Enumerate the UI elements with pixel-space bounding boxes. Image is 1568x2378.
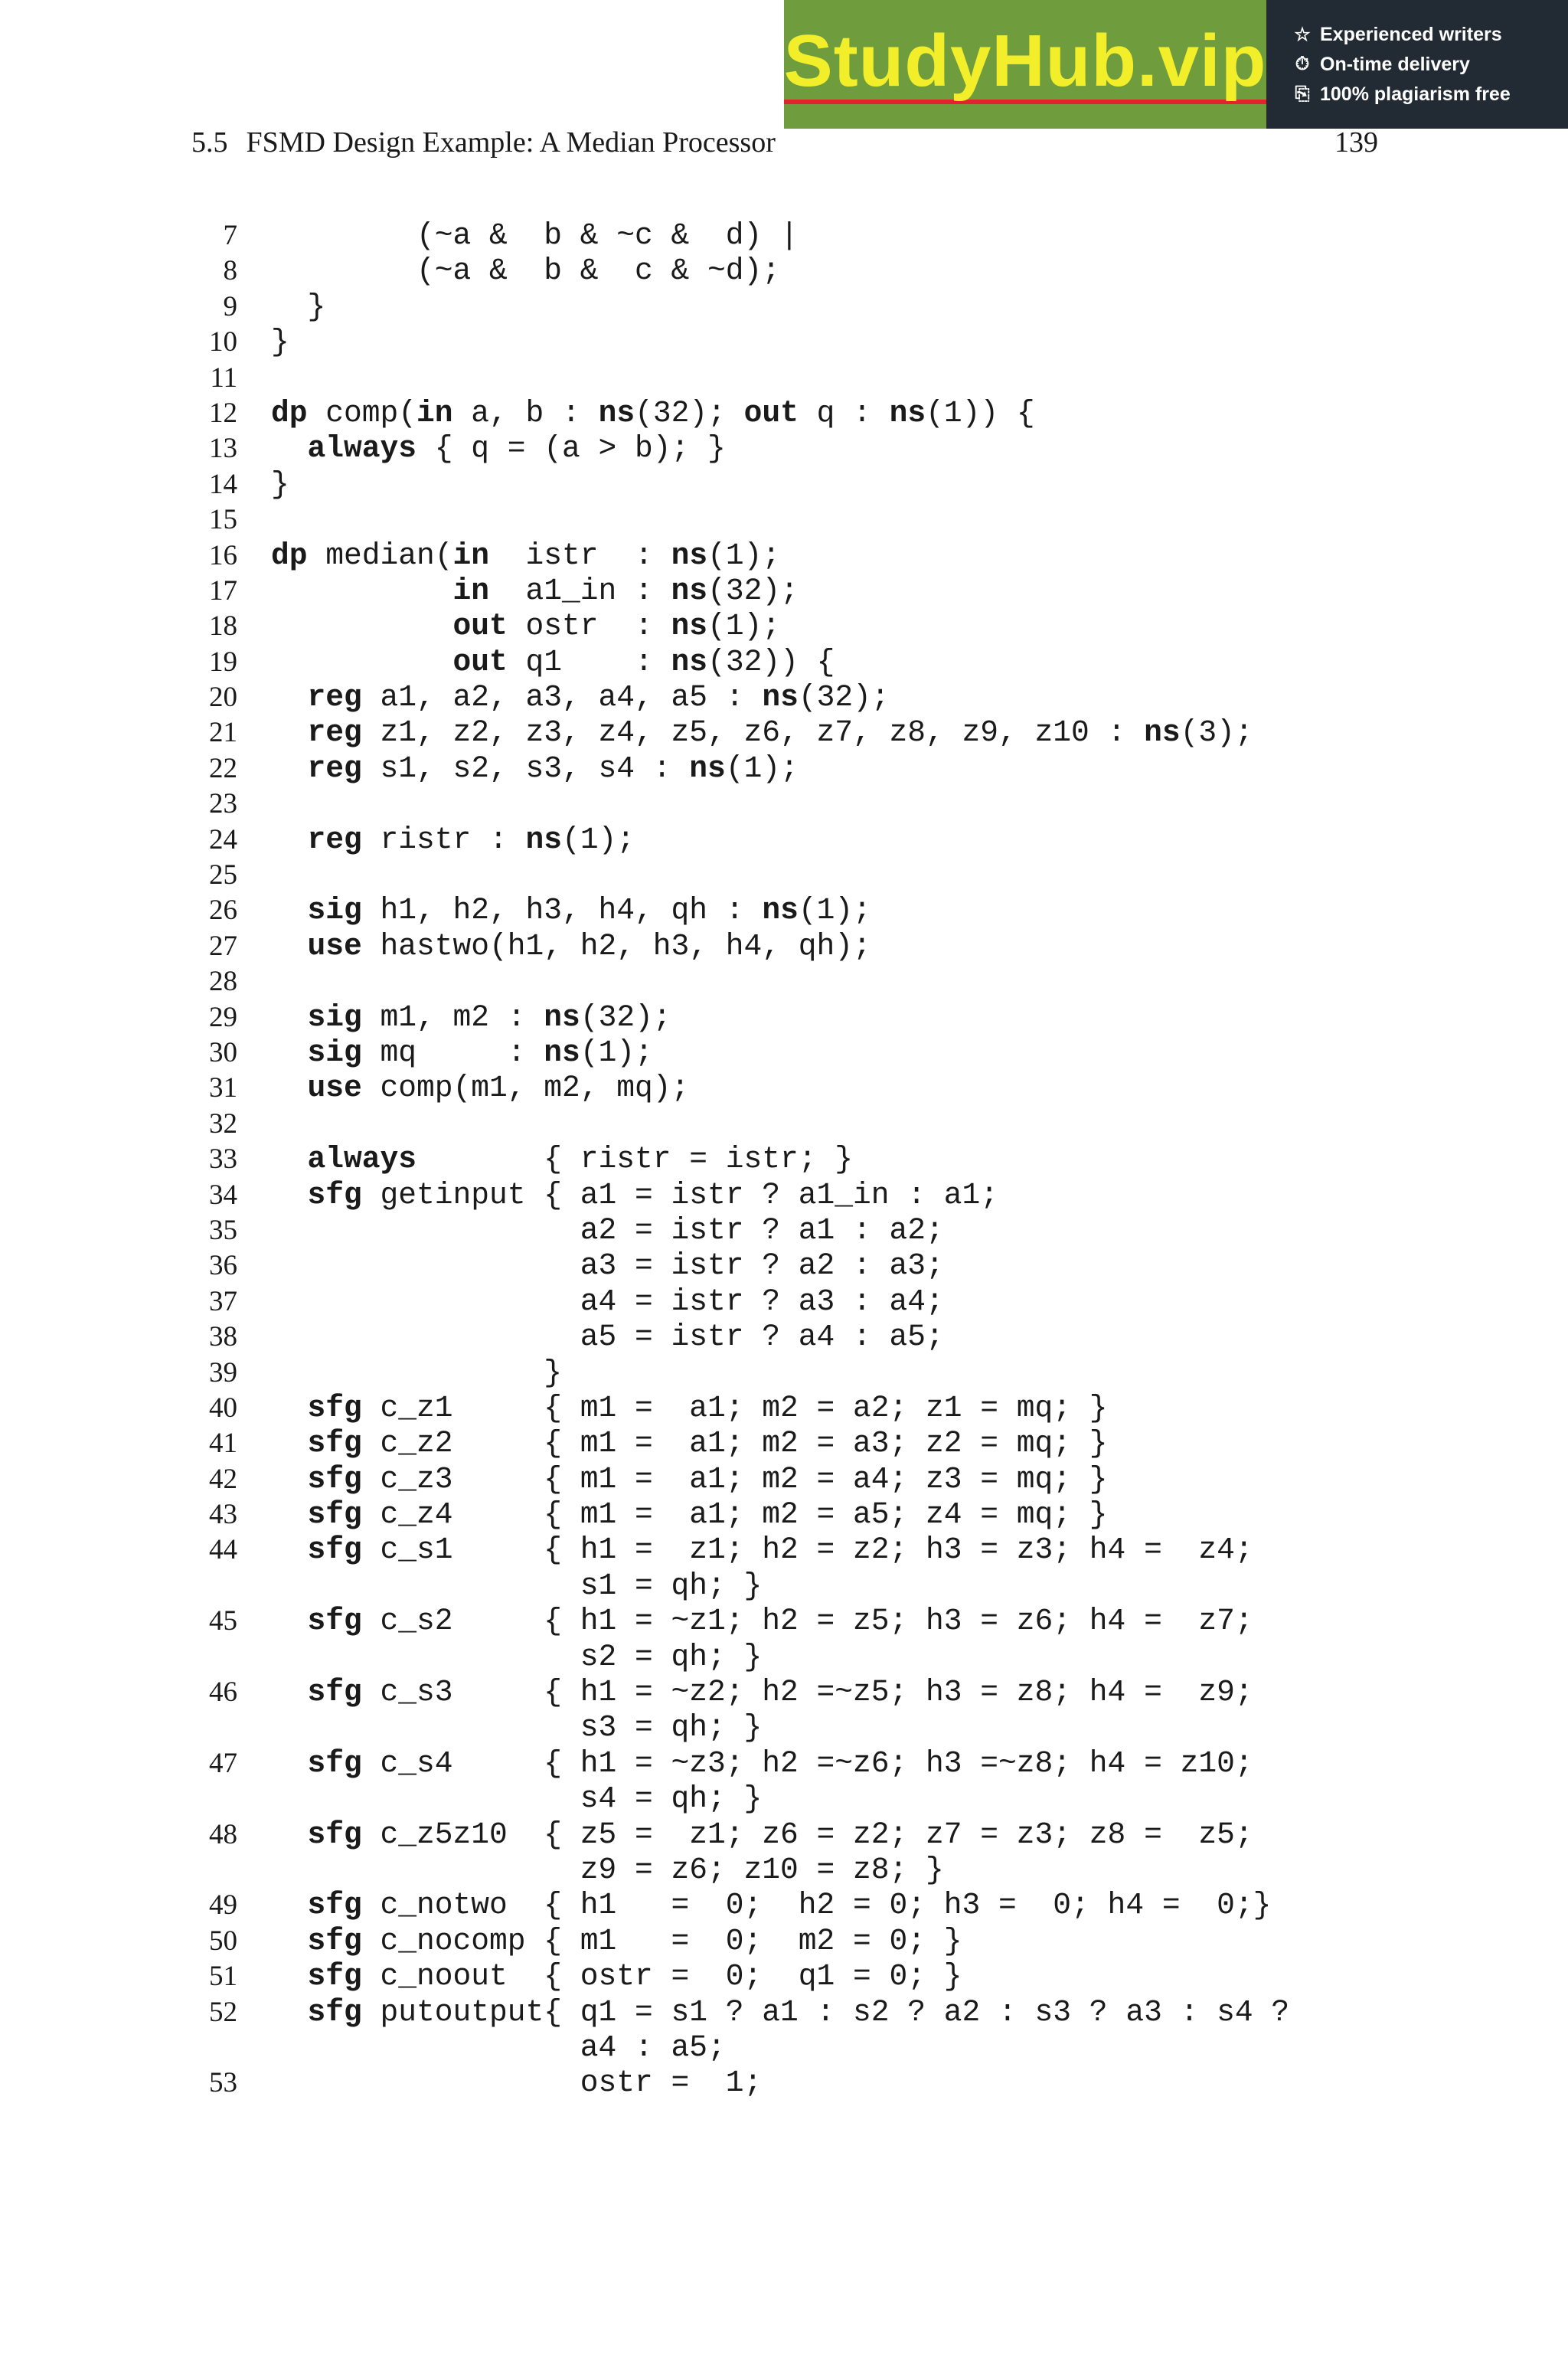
code-text: } — [271, 325, 289, 360]
section-title: FSMD Design Example: A Median Processor — [246, 126, 776, 159]
section-heading — [191, 126, 776, 159]
running-header — [191, 126, 1378, 159]
line-number: 15 — [209, 504, 237, 536]
code-text: sfg c_s2 { h1 = ~z1; h2 = z5; h3 = z6; h4 = z7; — [307, 1604, 1253, 1639]
line-number: 7 — [223, 220, 237, 251]
star-outline-icon: ☆ — [1294, 24, 1311, 45]
line-number: 24 — [209, 823, 237, 855]
line-number: 12 — [209, 397, 237, 429]
code-text: } — [271, 289, 326, 324]
line-number: 14 — [209, 468, 237, 500]
banner-feature — [1292, 24, 1568, 46]
line-number: 33 — [209, 1143, 237, 1176]
line-number: 44 — [209, 1534, 237, 1566]
code-text: reg a1, a2, a3, a4, a5 : ns(32); — [307, 680, 890, 715]
line-number: 8 — [223, 255, 237, 287]
code-text: a4 : a5; — [271, 2030, 726, 2065]
code-text: reg s1, s2, s3, s4 : ns(1); — [307, 751, 799, 786]
code-text: use comp(m1, m2, mq); — [307, 1071, 690, 1106]
code-text: s2 = qh; } — [271, 1639, 763, 1674]
line-number: 31 — [209, 1072, 237, 1104]
code-text: s1 = qh; } — [271, 1568, 763, 1603]
line-number: 30 — [209, 1036, 237, 1068]
code-text: reg ristr : ns(1); — [307, 822, 635, 857]
code-text: sfg putoutput{ q1 = s1 ? a1 : s2 ? a2 : s3 ? a3 : s4 ? — [307, 1994, 1290, 2030]
line-number: 50 — [209, 1925, 237, 1957]
studyhub-logo[interactable]: StudyHub.vip — [784, 25, 1267, 104]
code-text: sfg c_z4 { m1 = a1; m2 = a5; z4 = mq; } — [307, 1497, 1108, 1532]
line-number: 37 — [209, 1285, 237, 1317]
code-text: sfg c_z2 { m1 = a1; m2 = a3; z2 = mq; } — [307, 1426, 1108, 1461]
line-number: 20 — [209, 682, 237, 714]
banner-feature-text: On-time delivery — [1320, 53, 1470, 75]
code-text: a5 = istr ? a4 : a5; — [271, 1320, 944, 1355]
line-number: 23 — [209, 788, 237, 820]
code-text: (~a & b & ~c & d) | — [271, 218, 799, 253]
line-number: 16 — [209, 539, 237, 571]
code-text: sfg c_notwo { h1 = 0; h2 = 0; h3 = 0; h4 = 0;} — [307, 1888, 1272, 1923]
line-number: 46 — [209, 1676, 237, 1709]
line-number: 51 — [209, 1961, 237, 1993]
logo-panel[interactable] — [784, 0, 1266, 129]
code-text: sfg c_s4 { h1 = ~z3; h2 =~z6; h3 =~z8; h4 = z10; — [307, 1745, 1253, 1781]
document-icon: ⎘ — [1295, 83, 1310, 104]
line-number: 26 — [209, 895, 237, 927]
line-number: 40 — [209, 1392, 237, 1424]
code-text: sig mq : ns(1); — [307, 1035, 653, 1070]
code-text: ostr = 1; — [271, 2066, 763, 2101]
code-text: use hastwo(h1, h2, h3, h4, qh); — [307, 928, 871, 963]
ad-banner[interactable] — [784, 0, 1568, 129]
line-number: 52 — [209, 1996, 237, 2028]
code-text: out ostr : ns(1); — [452, 609, 781, 644]
clock-icon: ⏱ — [1295, 54, 1310, 74]
code-text: always { q = (a > b); } — [307, 431, 726, 466]
banner-feature-text: Experienced writers — [1320, 23, 1502, 45]
code-text: s4 = qh; } — [271, 1781, 763, 1817]
line-number: 32 — [209, 1107, 237, 1140]
code-text: sfg c_nocomp { m1 = 0; m2 = 0; } — [307, 1923, 962, 1958]
banner-feature — [1292, 83, 1568, 106]
line-number: 29 — [209, 1001, 237, 1033]
line-number: 36 — [209, 1250, 237, 1282]
line-number: 42 — [209, 1463, 237, 1495]
section-number: 5.5 — [191, 126, 228, 159]
code-text: } — [271, 466, 289, 502]
line-number: 48 — [209, 1818, 237, 1850]
code-text: sfg getinput { a1 = istr ? a1_in : a1; — [307, 1177, 999, 1212]
line-number: 21 — [209, 717, 237, 749]
line-number: 13 — [209, 433, 237, 465]
banner-feature-text: 100% plagiarism free — [1320, 83, 1511, 105]
code-text: dp median(in istr : ns(1); — [271, 538, 781, 573]
code-text: a3 = istr ? a2 : a3; — [271, 1248, 944, 1284]
line-number: 34 — [209, 1179, 237, 1211]
line-number: 43 — [209, 1499, 237, 1531]
line-number: 18 — [209, 610, 237, 643]
code-text: out q1 : ns(32)) { — [452, 644, 835, 679]
line-number: 11 — [210, 361, 237, 394]
code-text: sfg c_s1 { h1 = z1; h2 = z2; h3 = z3; h4 = z4; — [307, 1532, 1253, 1568]
line-number: 28 — [209, 966, 237, 998]
line-number: 47 — [209, 1747, 237, 1779]
line-number: 25 — [209, 859, 237, 891]
line-number: 35 — [209, 1214, 237, 1246]
page-number: 139 — [1334, 126, 1378, 159]
line-number: 27 — [209, 930, 237, 962]
line-number: 53 — [209, 2067, 237, 2099]
code-text: always { ristr = istr; } — [307, 1142, 854, 1177]
code-text: a4 = istr ? a3 : a4; — [271, 1284, 944, 1319]
line-number: 45 — [209, 1605, 237, 1637]
line-number: 10 — [209, 326, 237, 358]
code-text: sfg c_z5z10 { z5 = z1; z6 = z2; z7 = z3; z8 = z5; — [307, 1817, 1253, 1852]
line-number: 39 — [209, 1356, 237, 1389]
line-number: 38 — [209, 1321, 237, 1353]
code-text: sig m1, m2 : ns(32); — [307, 999, 671, 1035]
banner-feature — [1292, 54, 1568, 76]
line-number: 49 — [209, 1889, 237, 1922]
code-text: sfg c_z3 { m1 = a1; m2 = a4; z3 = mq; } — [307, 1461, 1108, 1496]
code-text: sfg c_noout { ostr = 0; q1 = 0; } — [307, 1959, 962, 1994]
code-text: z9 = z6; z10 = z8; } — [271, 1852, 944, 1887]
line-number: 17 — [209, 574, 237, 607]
line-number: 41 — [209, 1428, 237, 1460]
line-number: 9 — [223, 290, 237, 322]
code-text: sig h1, h2, h3, h4, qh : ns(1); — [307, 893, 871, 928]
line-number: 19 — [209, 646, 237, 678]
code-text: (~a & b & c & ~d); — [271, 254, 781, 289]
code-text: dp comp(in a, b : ns(32); out q : ns(1)) { — [271, 395, 1035, 430]
code-text: in a1_in : ns(32); — [452, 573, 799, 608]
code-text: reg z1, z2, z3, z4, z5, z6, z7, z8, z9, z10 : ns(3); — [307, 715, 1253, 751]
code-text: sfg c_s3 { h1 = ~z2; h2 =~z5; h3 = z8; h4 = z9; — [307, 1675, 1253, 1710]
banner-features — [1266, 0, 1568, 129]
code-text: s3 = qh; } — [271, 1710, 763, 1745]
code-text: sfg c_z1 { m1 = a1; m2 = a2; z1 = mq; } — [307, 1390, 1108, 1425]
code-text: a2 = istr ? a1 : a2; — [271, 1212, 944, 1248]
code-text: } — [271, 1355, 563, 1390]
line-number: 22 — [209, 752, 237, 784]
